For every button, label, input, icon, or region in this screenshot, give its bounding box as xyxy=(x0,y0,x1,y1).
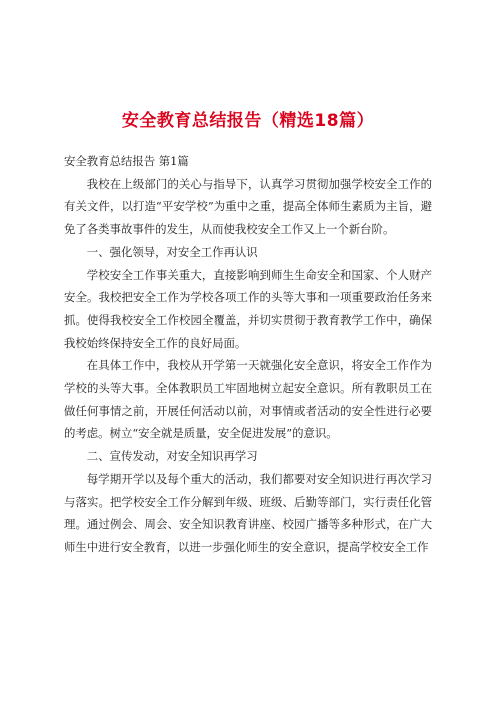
document-title: 安全教育总结报告（精选18篇） xyxy=(121,111,375,131)
paragraph: 学校安全工作事关重大，直接影响到师生生命安全和国家、个人财产安全。我校把安全工作为学校各项工作的头等大事和一项重要政治任务来抓。使得我校安全工作校园全覆盖，并切实贯彻于教育教学工作中，确保我校始终保持安全工作的良好局面。 xyxy=(64,267,432,350)
paragraph: 每学期开学以及每个重大的活动，我们都要对安全知识进行再次学习与落实。把学校安全工作分解到年级、班级、后勤等部门，实行责任化管理。通过例会、周会、安全知识教育讲座、校园广播等多种形式，在广大师生中进行安全教育，以进一步强化师生的安全意识，提高学校安全工作 xyxy=(64,471,432,554)
paragraph: 在具体工作中，我校从开学第一天就强化安全意识，将安全工作作为学校的头等大事。全体教职员工牢固地树立起安全意识。所有教职员工在做任何事情之前，开展任何活动以前，对事情或者活动的安全性进行必要的考虑。树立“安全就是质量，安全促进发展”的意识。 xyxy=(64,358,432,441)
paragraph: 我校在上级部门的关心与指导下，认真学习贯彻加强学校安全工作的有关文件，以打造“平安学校”为重中之重，提高全体师生素质为主旨，避免了各类事故事件的发生，从而使我校安全工作又上一个新台阶。 xyxy=(64,176,432,237)
section-heading: 一、强化领导，对安全工作再认识 xyxy=(86,244,258,259)
section-heading: 二、宣传发动，对安全知识再学习 xyxy=(86,449,258,464)
document-subtitle: 安全教育总结报告 第1篇 xyxy=(64,154,189,168)
document-body xyxy=(64,150,432,559)
